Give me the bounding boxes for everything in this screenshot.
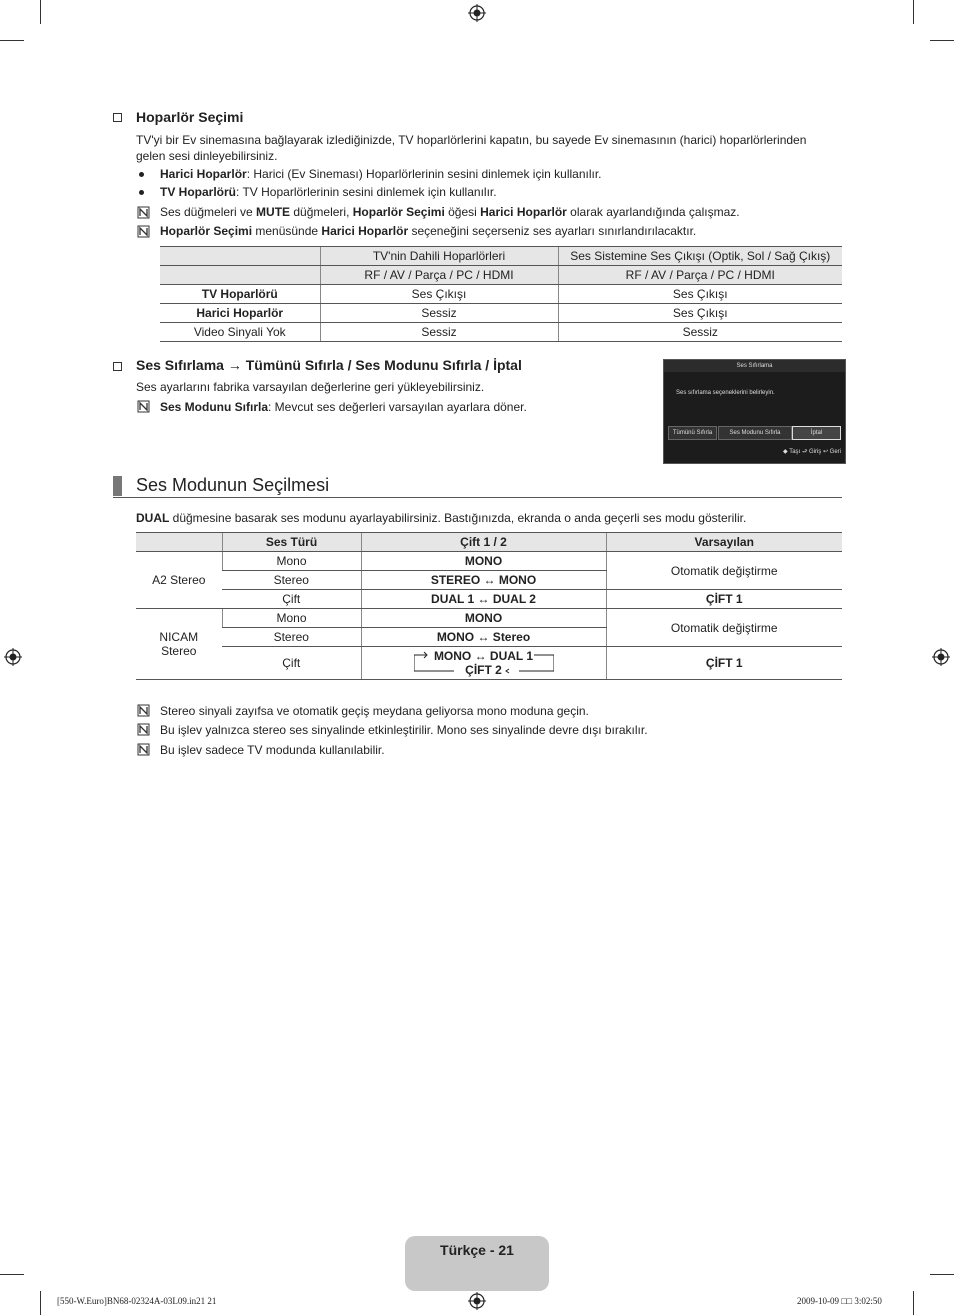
registration-mark-icon (468, 1292, 486, 1310)
crop-mark (930, 1274, 954, 1275)
bullet-icon (139, 190, 144, 195)
osd-title: Ses Sıfırlama (664, 360, 845, 372)
speaker-output-table (160, 246, 842, 342)
note-weak-signal: Stereo sinyali zayıfsa ve otomatik geçiş meydana geliyorsa mono moduna geçin. (160, 704, 589, 718)
bullet-harici: Harici Hoparlör: Harici (Ev Sineması) Hoparlörlerinin sesini dinlemek için kullanılır. (160, 167, 602, 181)
section-marker (113, 476, 122, 496)
crop-mark (40, 0, 41, 24)
note-icon (137, 206, 150, 219)
registration-mark-icon (932, 648, 950, 666)
table-row: TV Hoparlörü Ses Çıkışı Ses Çıkışı (160, 285, 842, 304)
cancel-button[interactable]: İptal (792, 426, 841, 440)
dual-cycle-cell: MONO ↔ DUAL 1 ÇİFT 2 (361, 647, 606, 680)
checkbox-bullet-icon (113, 362, 122, 371)
crop-mark (0, 40, 24, 41)
table-row: Harici Hoparlör Sessiz Ses Çıkışı (160, 304, 842, 323)
registration-mark-icon (468, 4, 486, 22)
reset-sound-mode-button[interactable]: Ses Modunu Sıfırla (718, 426, 792, 440)
table-header-row: TV'nin Dahili Hoparlörleri Ses Sistemine Ses Çıkışı (Optik, Sol / Sağ Çıkış) (160, 247, 842, 266)
section-underline (113, 497, 842, 498)
sound-mode-table (136, 532, 842, 680)
crop-mark (930, 40, 954, 41)
note-icon (137, 225, 150, 238)
note-icon (137, 743, 150, 756)
bullet-tv: TV Hoparlörü: TV Hoparlörlerinin sesini dinlemek için kullanılır. (160, 185, 497, 199)
note-tv-mode: Bu işlev sadece TV modunda kullanılabilir. (160, 743, 385, 757)
crop-mark (40, 1291, 41, 1315)
note-reset-mode: Ses Modunu Sıfırla: Mevcut ses değerleri varsayılan ayarlara döner. (160, 400, 527, 414)
crop-mark (0, 1274, 24, 1275)
table-row: Stereo STEREO ↔ MONO (136, 571, 842, 590)
intro-line-1: TV'yi bir Ev sinemasına bağlayarak izlediğinizde, TV hoparlörlerini kapatın, bu sayede Ev sinemasının (harici) hoparlörlerinden (136, 133, 807, 147)
bullet-icon (139, 172, 144, 177)
table-row: Çift MONO ↔ DUAL 1 ÇİFT 2 ÇİFT 1 (136, 647, 842, 680)
table-header-row: RF / AV / Parça / PC / HDMI RF / AV / Parça / PC / HDMI (160, 266, 842, 285)
note-restriction: Hoparlör Seçimi menüsünde Harici Hoparlör seçeneğini seçerseniz ses ayarları sınırlandırılacaktır. (160, 224, 697, 238)
note-icon (137, 400, 150, 413)
registration-mark-icon (4, 648, 22, 666)
sound-reset-osd (663, 359, 846, 464)
reset-description: Ses ayarlarını fabrika varsayılan değerlerine geri yükleyebilirsiniz. (136, 380, 485, 394)
reset-all-button[interactable]: Tümünü Sıfırla (668, 426, 717, 440)
osd-message: Ses sıfırlama seçeneklerini belirleyin. (676, 390, 775, 396)
section-title: Ses Modunun Seçilmesi (136, 475, 330, 495)
dual-intro: DUAL düğmesine basarak ses modunu ayarlayabilirsiniz. Bastığınızda, ekranda o anda geçerli ses modu gösterilir. (136, 511, 747, 525)
table-row: NICAM Stereo Mono MONO Otomatik değiştirme (136, 609, 842, 628)
page-number: Türkçe - 21 (440, 1242, 514, 1258)
cycle-arrow-icon (414, 648, 554, 678)
a2-stereo-cell: A2 Stereo (136, 552, 222, 609)
print-file-info: [550-W.Euro]BN68-02324A-03L09.in21 21 (57, 1296, 217, 1306)
note-mute: Ses düğmeleri ve MUTE düğmeleri, Hoparlör Seçimi öğesi Harici Hoparlör olarak ayarlandığında çalışmaz. (160, 205, 740, 219)
osd-footer-hints: ◆ Taşı ⮐ Giriş ↩ Geri (783, 449, 841, 455)
note-icon (137, 704, 150, 717)
table-row: A2 Stereo Mono MONO Otomatik değiştirme (136, 552, 842, 571)
crop-mark (913, 0, 914, 24)
checkbox-bullet-icon (113, 113, 122, 122)
note-stereo-only: Bu işlev yalnızca stereo ses sinyalinde etkinleştirilir. Mono ses sinyalinde devre dışı bırakılır. (160, 723, 648, 737)
nicam-stereo-cell: NICAM Stereo (136, 609, 222, 680)
table-row: Video Sinyali Yok Sessiz Sessiz (160, 323, 842, 342)
heading-ses-sifirlama: Ses Sıfırlama → Tümünü Sıfırla / Ses Modunu Sıfırla / İptal (136, 357, 522, 373)
table-row: Stereo MONO ↔ Stereo (136, 628, 842, 647)
table-header-row: Ses Türü Çift 1 / 2 Varsayılan (136, 533, 842, 552)
crop-mark (913, 1291, 914, 1315)
table-row: Çift DUAL 1 ↔ DUAL 2 ÇİFT 1 (136, 590, 842, 609)
heading-hoparlor-secimi: Hoparlör Seçimi (136, 109, 244, 125)
note-icon (137, 723, 150, 736)
intro-line-2: gelen sesi dinleyebilirsiniz. (136, 149, 278, 163)
print-date-info: 2009-10-09 □□ 3:02:50 (797, 1296, 882, 1306)
